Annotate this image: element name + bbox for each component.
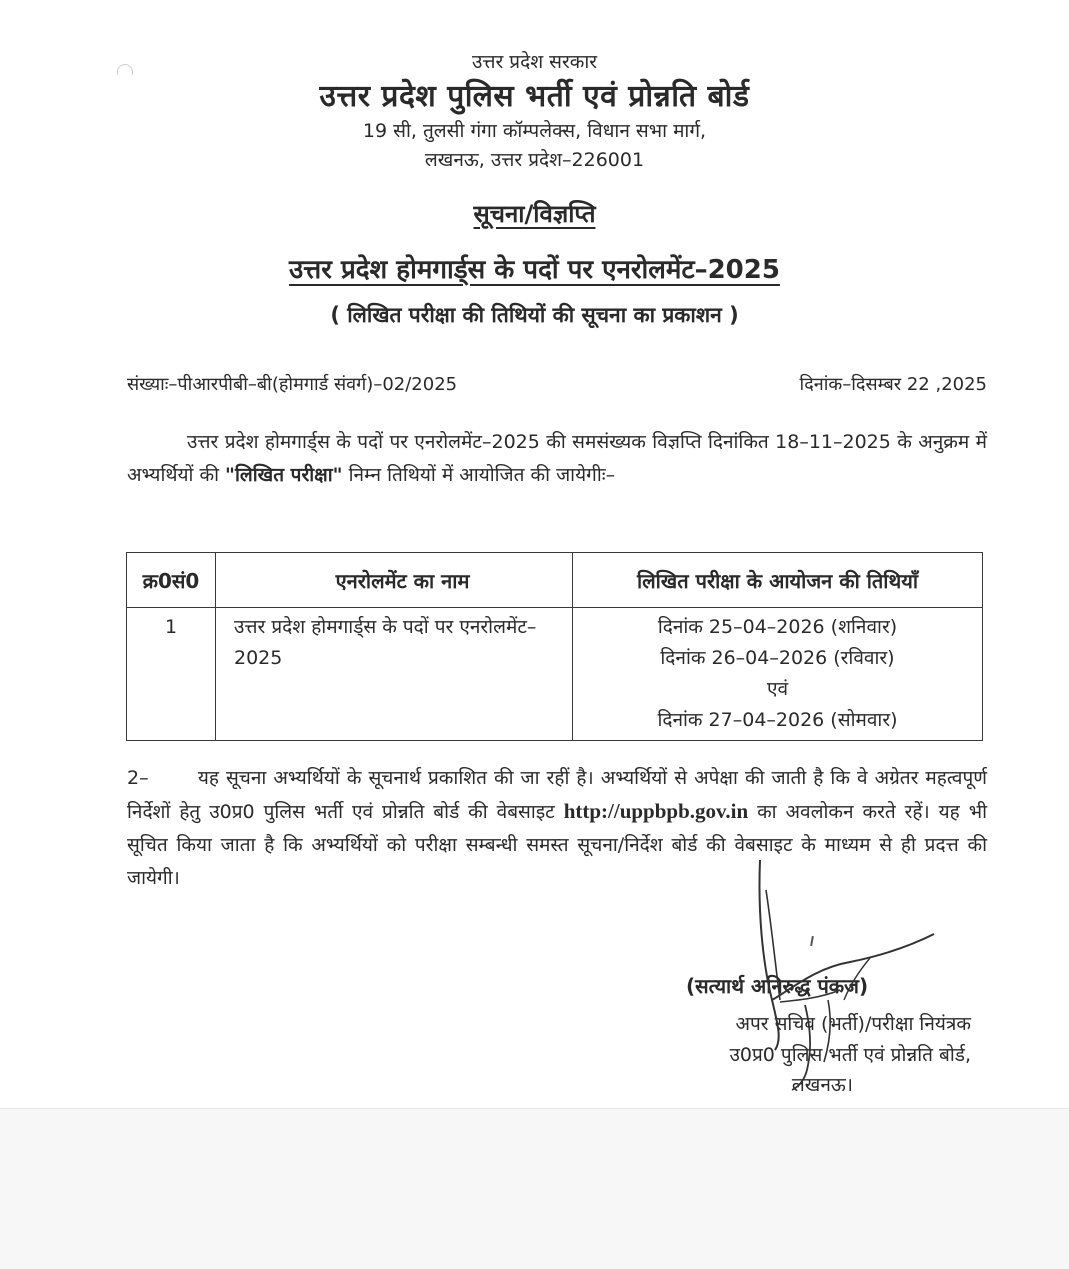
reference-number: संख्याः–पीआरपीबी–बी(होमगार्ड संवर्ग)–02/2025 <box>127 374 458 395</box>
blank-area <box>0 1108 1069 1269</box>
paragraph-2-text: यह सूचना अभ्यर्थियों के सूचनार्थ प्रकाशित की जा रहीं है। अभ्यर्थियों से अपेक्षा की जाती है कि वे अग्रेतर महत्वपूर्ण निर्देशों हेतु उ0प्र0 पुलिस भर्ती एवं प्रोन्नति बोर्ड की वेबसाइट <box>127 767 988 823</box>
cell-enrollment: उत्तर प्रदेश होमगार्ड्स के पदों पर एनरोलमेंट–2025 <box>216 608 573 741</box>
signatory-city: लखनऊ। <box>791 1074 853 1096</box>
exam-schedule-table <box>126 552 983 741</box>
paragraph-2-text-end: का अवलोकन करते रहें। यह भी सूचित किया जाता है कि अभ्यर्थियों को परीक्षा सम्बन्धी समस्त सूचना/निर्देश बोर्ड की वेबसाइट के माध्यम से ही प्रदत्त की जायेगी। <box>127 801 987 889</box>
reference-date: दिनांक–दिसम्बर 22 ,2025 <box>799 374 987 395</box>
handwritten-signature-icon <box>720 850 950 1100</box>
government-name: उत्तर प्रदेश सरकार <box>471 51 598 73</box>
cell-serial: 1 <box>127 608 216 741</box>
exam-date-2: दिनांक 26–04–2026 (रविवार) <box>660 647 895 669</box>
paragraph-1-emphasis: "लिखित परीक्षा" <box>225 464 343 486</box>
website-link[interactable]: http://uppbpb.gov.in <box>563 799 749 823</box>
header-dates: लिखित परीक्षा के आयोजन की तिथियाँ <box>573 553 983 608</box>
address-line-2: लखनऊ, उत्तर प्रदेश–226001 <box>424 149 645 171</box>
address-line-1: 19 सी, तुलसी गंगा कॉम्पलेक्स, विधान सभा मार्ग, <box>362 120 707 142</box>
signatory-name: (सत्यार्थ अनिरुद्ध पंकज) <box>686 974 869 998</box>
cell-dates <box>573 608 983 741</box>
table-header-row <box>127 553 983 608</box>
notice-subject: उत्तर प्रदेश होमगार्ड्स के पदों पर एनरोलमेंट–2025 <box>289 255 780 285</box>
paragraph-2-number: 2– <box>127 767 149 789</box>
signatory-designation: अपर सचिव (भर्ती)/परीक्षा नियंत्रक <box>735 1013 971 1035</box>
exam-date-1: दिनांक 25–04–2026 (शनिवार) <box>657 616 898 638</box>
date-conjunction: एवं <box>766 678 789 700</box>
header-enrollment: एनरोलमेंट का नाम <box>216 553 573 608</box>
paragraph-1-text: उत्तर प्रदेश होमगार्ड्स के पदों पर एनरोलमेंट–2025 की समसंख्यक विज्ञप्ति दिनांकित 18–11–2025 के अनुक्रम में अभ्यर्थियों की <box>127 431 987 486</box>
paragraph-1 <box>127 426 987 492</box>
exam-date-3: दिनांक 27–04–2026 (सोमवार) <box>657 709 898 731</box>
notice-heading: सूचना/विज्ञप्ति <box>473 200 596 228</box>
signatory-office: उ0प्र0 पुलिस भर्ती एवं प्रोन्नति बोर्ड, <box>729 1044 971 1066</box>
notice-subtitle: ( लिखित परीक्षा की तिथियों की सूचना का प्रकाशन ) <box>330 303 739 327</box>
header-serial: क्र0सं0 <box>127 553 216 608</box>
board-name: उत्तर प्रदेश पुलिस भर्ती एवं प्रोन्नति बोर्ड <box>319 79 750 114</box>
table-row <box>127 608 983 741</box>
paragraph-1-text-end: निम्न तिथियों में आयोजित की जायेगीः– <box>342 464 616 486</box>
